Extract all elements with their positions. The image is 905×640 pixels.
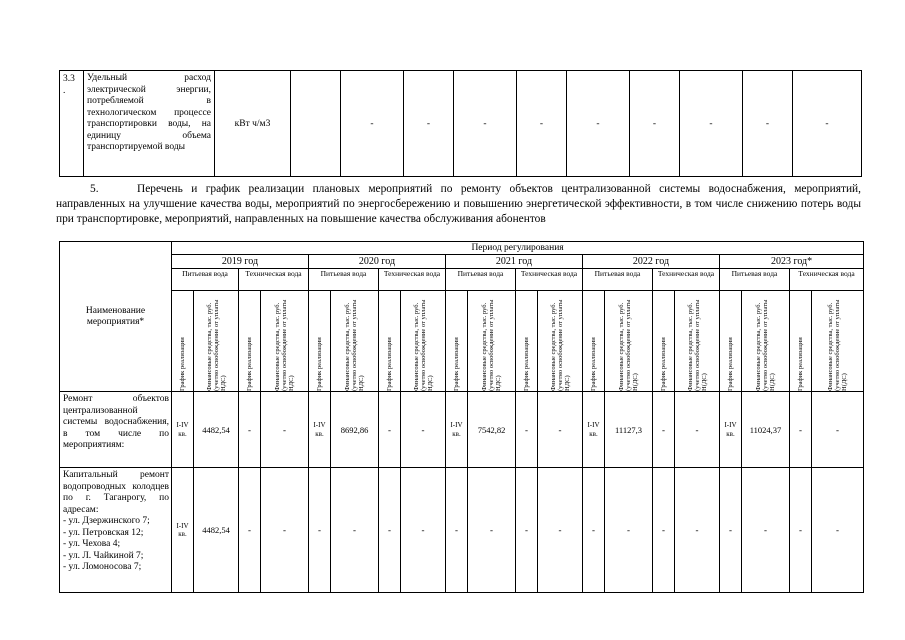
measures-table [59, 241, 864, 593]
section-heading [56, 182, 861, 227]
technical-water-header: Техническая вода [239, 269, 309, 291]
header-row-rotated [60, 291, 864, 392]
finance-cell: - [605, 468, 653, 593]
schedule-cell: I-IV кв. [309, 392, 331, 468]
finance-cell: - [538, 392, 583, 468]
section-number: 5. [90, 183, 99, 195]
drinking-water-header: Питьевая вода [720, 269, 790, 291]
schedule-header: График реализации [653, 291, 675, 392]
schedule-cell: - [790, 392, 812, 468]
value-cell: - [341, 71, 404, 177]
header-row [60, 269, 864, 291]
finance-cell: - [331, 468, 379, 593]
header-row [60, 242, 864, 255]
schedule-cell: I-IV кв. [583, 392, 605, 468]
technical-water-header: Техническая вода [653, 269, 720, 291]
schedule-cell: - [516, 468, 538, 593]
indicator-unit: кВт ч/м3 [215, 71, 291, 177]
row-number: 3.3 . [60, 71, 84, 177]
value-cell [291, 71, 341, 177]
finance-cell: - [812, 392, 864, 468]
finance-cell: 7542,82 [468, 392, 516, 468]
schedule-header: График реализации [720, 291, 742, 392]
value-cell: - [517, 71, 567, 177]
year-header: 2019 год [172, 255, 309, 269]
table-row [60, 392, 864, 468]
finance-header: Финансовые средства, тыс. руб. (учетно освобождение от уплаты Н(ДС) [812, 291, 864, 392]
schedule-cell: - [379, 468, 401, 593]
schedule-header: График реализации [239, 291, 261, 392]
indicator-table [59, 70, 862, 177]
schedule-header: График реализации [379, 291, 401, 392]
schedule-cell: I-IV кв. [446, 392, 468, 468]
schedule-cell: - [720, 468, 742, 593]
finance-cell: - [812, 468, 864, 593]
finance-header: Финансовые средства, тыс. руб. (учетно освобождение от уплаты НДС) [194, 291, 239, 392]
finance-cell: 4482,54 [194, 468, 239, 593]
year-header: 2020 год [309, 255, 446, 269]
finance-header: Финансовые средства, тыс. руб. (учетно освобождение от уплаты Н(ДС) [742, 291, 790, 392]
header-row [60, 255, 864, 269]
drinking-water-header: Питьевая вода [446, 269, 516, 291]
schedule-cell: - [653, 392, 675, 468]
technical-water-header: Техническая вода [790, 269, 864, 291]
drinking-water-header: Питьевая вода [172, 269, 239, 291]
value-cell: - [404, 71, 454, 177]
schedule-cell: - [516, 392, 538, 468]
schedule-cell: I-IV кв. [172, 392, 194, 468]
value-cell: - [567, 71, 630, 177]
section-title: Перечень и график реализации плановых мероприятий по ремонту объектов централизованной системы водоснабжения, мероприятий, направленных на улучшение качества воды, мероприятий по энергосбережению и повышению энергетической эффективности, в том числе снижению потерь воды при транспортировке, мероприятий, направленных на повышение качества обслуживания абонентов [56, 183, 861, 225]
finance-cell: - [675, 392, 720, 468]
finance-cell: 11127,3 [605, 392, 653, 468]
finance-cell: - [261, 392, 309, 468]
value-cell: - [793, 71, 862, 177]
finance-cell: - [538, 468, 583, 593]
measure-name: Капитальный ремонт водопроводных колодцев по г. Таганрогу, по адресам: - ул. Дзержинского 7; - ул. Петровская 12; - ул. Чехова 4; - ул. Л. Чайкиной 7; - ул. Ломоносова 7; [60, 468, 172, 593]
period-header: Период регулирования [172, 242, 864, 255]
finance-cell: - [261, 468, 309, 593]
year-header: 2022 год [583, 255, 720, 269]
schedule-cell: - [583, 468, 605, 593]
schedule-header: График реализации [446, 291, 468, 392]
finance-header: Финансовые средства, тыс. руб. (учетно освобождение от уплаты НДС) [538, 291, 583, 392]
finance-header: Финансовые средства, тыс. руб. (учетно освобождение от уплаты Н(ДС) [605, 291, 653, 392]
measure-name: Ремонт объектов централизованной системы водоснабжения, в том числе по мероприятиям: [60, 392, 172, 468]
finance-header: Финансовые средства, тыс. руб. (учетно освобождение от уплаты НДС) [468, 291, 516, 392]
schedule-cell: I-IV кв. [172, 468, 194, 593]
finance-header: Финансовые средства, тыс. руб. (учетно освобождение от уплаты Н(ДС) [675, 291, 720, 392]
indicator-name: Удельный расход электрической энергии, потребляемой в технологическом процессе транспортировки воды, на единицу объема транспортируемой воды [84, 71, 215, 177]
technical-water-header: Техническая вода [516, 269, 583, 291]
schedule-header: График реализации [583, 291, 605, 392]
finance-cell: 8692,86 [331, 392, 379, 468]
name-column-header: Наименование мероприятия* [60, 242, 172, 392]
technical-water-header: Техническая вода [379, 269, 446, 291]
schedule-cell: - [309, 468, 331, 593]
finance-header: Финансовые средства, тыс. руб. (учетно освобождение от уплаты НДС) [401, 291, 446, 392]
drinking-water-header: Питьевая вода [583, 269, 653, 291]
value-cell: - [743, 71, 793, 177]
schedule-cell: - [379, 392, 401, 468]
schedule-cell: - [653, 468, 675, 593]
year-header: 2023 год* [720, 255, 864, 269]
value-cell: - [630, 71, 680, 177]
table-row [60, 468, 864, 593]
finance-header: Финансовые средства, тыс. руб. (учетно освобождение от уплаты НДС) [261, 291, 309, 392]
finance-cell: - [742, 468, 790, 593]
schedule-header: График реализации [309, 291, 331, 392]
value-cell: - [454, 71, 517, 177]
finance-cell: 11024,37 [742, 392, 790, 468]
schedule-header: График реализации [516, 291, 538, 392]
finance-cell: - [468, 468, 516, 593]
finance-cell: - [401, 468, 446, 593]
schedule-cell: - [239, 468, 261, 593]
schedule-cell: - [790, 468, 812, 593]
schedule-header: График реализации [172, 291, 194, 392]
table-row [60, 71, 862, 177]
finance-header: Финансовые средства, тыс. руб. (учетно освобождение от уплаты НДС) [331, 291, 379, 392]
finance-cell: - [675, 468, 720, 593]
schedule-cell: - [239, 392, 261, 468]
schedule-header: График реализации [790, 291, 812, 392]
finance-cell: 4482,54 [194, 392, 239, 468]
drinking-water-header: Питьевая вода [309, 269, 379, 291]
value-cell: - [680, 71, 743, 177]
schedule-cell: I-IV кв. [720, 392, 742, 468]
finance-cell: - [401, 392, 446, 468]
schedule-cell: - [446, 468, 468, 593]
year-header: 2021 год [446, 255, 583, 269]
